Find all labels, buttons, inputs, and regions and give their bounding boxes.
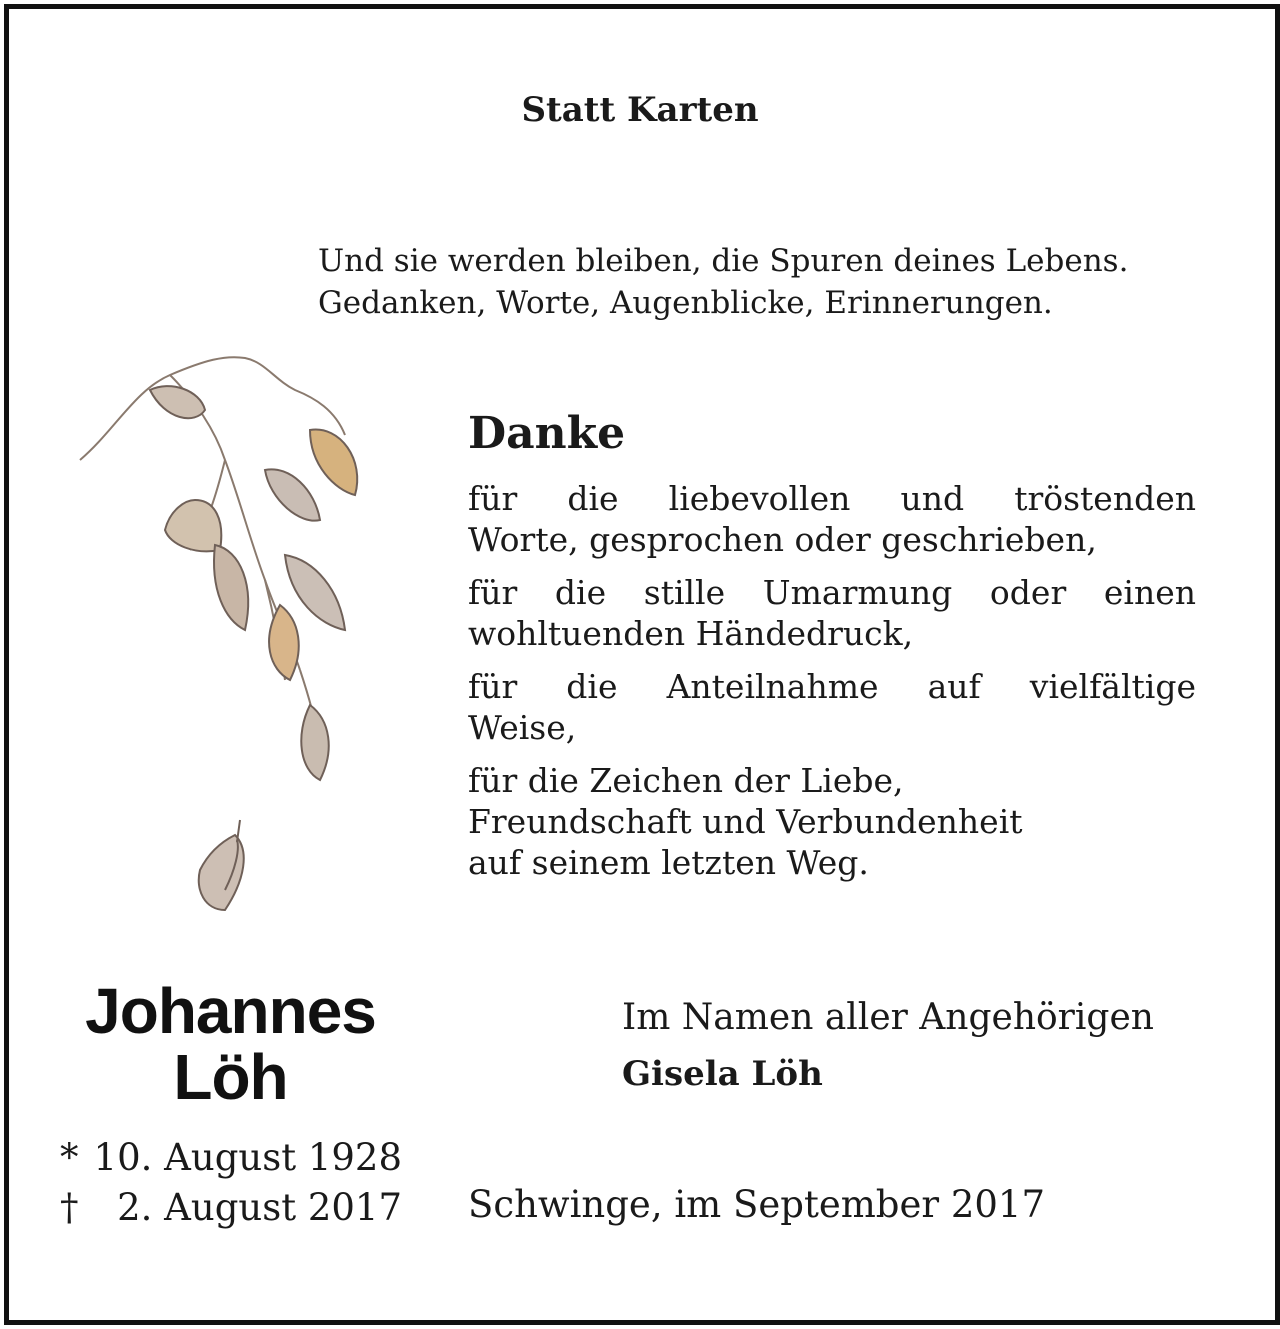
birth-date: 10. August 1928 (93, 1136, 402, 1179)
deceased-last-name: Löh (173, 1041, 288, 1113)
thanks-item (468, 572, 1196, 654)
motto-verse (318, 240, 1128, 324)
birch-leaves-branch-icon (75, 350, 385, 950)
birth-symbol: * (60, 1136, 79, 1179)
thanks-list (468, 478, 1196, 895)
thanks-item-line: für die Zeichen der Liebe, (468, 761, 904, 800)
thanks-item-line: Freundschaft und Verbundenheit (468, 802, 1023, 841)
signoff-line: Im Namen aller Angehörigen (622, 997, 1154, 1038)
thanks-item-line: Worte, gesprochen oder geschrieben, (468, 520, 1097, 559)
thanks-title: Danke (468, 408, 626, 459)
birth-row (60, 1133, 402, 1183)
thanks-item-line: auf seinem letzten Weg. (468, 843, 869, 882)
thanks-item-line: für die stille Umarmung oder einen (468, 573, 1196, 612)
thanks-item (468, 666, 1196, 748)
thanks-item-line: Weise, (468, 708, 577, 747)
thanks-item-line: wohltuenden Händedruck, (468, 614, 914, 653)
death-date: 2. August 2017 (117, 1186, 402, 1229)
signoff (622, 990, 1154, 1102)
place-date: Schwinge, im September 2017 (468, 1183, 1045, 1226)
thanks-item (468, 760, 1196, 883)
deceased-name (58, 975, 403, 1113)
page-title: Statt Karten (521, 90, 759, 130)
life-dates (60, 1133, 402, 1233)
signoff-name: Gisela Löh (622, 1054, 823, 1094)
death-symbol: † (60, 1186, 79, 1229)
deceased-first-name: Johannes (85, 975, 376, 1047)
motto-line: Gedanken, Worte, Augenblicke, Erinnerungen. (318, 285, 1053, 321)
thanks-item (468, 478, 1196, 560)
death-row (60, 1183, 402, 1233)
thanks-item-line: für die liebevollen und tröstenden (468, 479, 1196, 518)
thanks-item-line: für die Anteilnahme auf vielfältige (468, 667, 1196, 706)
motto-line: Und sie werden bleiben, die Spuren deines Lebens. (318, 243, 1129, 279)
